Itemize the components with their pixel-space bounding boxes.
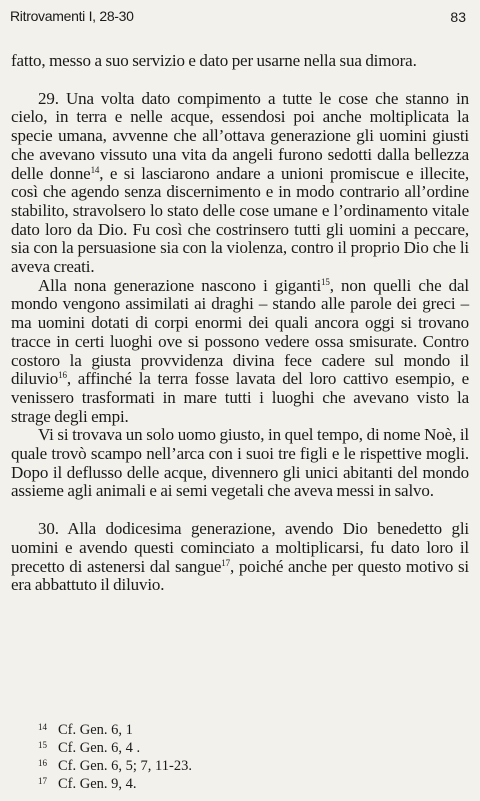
footnote-number: 17: [38, 776, 47, 786]
footnote: [38, 722, 458, 740]
footnote-ref-17[interactable]: 17: [221, 557, 230, 568]
footnote-ref-15[interactable]: 15: [321, 276, 330, 287]
page-header: [0, 0, 480, 34]
running-head: Ritrovamenti I, 28-30: [10, 8, 134, 24]
footnote: [38, 758, 458, 776]
body-text: [11, 52, 469, 595]
footnotes: [38, 722, 458, 794]
footnote-text: Cf. Gen. 6, 1: [58, 722, 133, 738]
footnote-number: 14: [38, 722, 47, 732]
footnote-text: Cf. Gen. 6, 5; 7, 11-23.: [58, 758, 192, 774]
footnote-text: Cf. Gen. 9, 4.: [58, 776, 137, 792]
footnote-number: 16: [38, 758, 47, 768]
footnote-ref-14[interactable]: 14: [90, 164, 100, 175]
footnote-text: Cf. Gen. 6, 4 .: [58, 740, 141, 756]
paragraph-giants: Alla nona generazione nascono i giganti$^{15}$, non quelli che dal mondo vengono assimilati ai draghi – stando alle parole dei greci – ma uomini dotati di corpi enormi dei quali ancora oggi si trovano tracce in certi luoghi ove si possono vedere ossa smisurate. Contro costoro la giusta provvidenza divina fece cadere sul mondo il diluvio$^{16}$, affinché la terra fosse lavata del loro cattivo esempio, e venissero trasformati in mare tutti i luoghi che avevano visto la strage degli empi.: [11, 275, 469, 426]
paragraph-noah: Vi si trovava un solo uomo giusto, in quel tempo, di nome Noè, il quale trovò scampo nell’arca con i suoi tre figli e le rispettive mogli. Dopo il deflusso delle acque, divennero gli unici abitanti del mondo assieme agli animali e ai semi vegetali che aveva messi in salvo.: [11, 425, 469, 501]
paragraph-30: 30. Alla dodicesima generazione, avendo Dio benedetto gli uomini e avendo questi cominciato a moltiplicarsi, fu dato loro il precetto di astenersi dal sangue$^{17}$, poiché anche per questo motivo si era abbattuto il diluvio.: [11, 519, 469, 595]
page-number: 83: [450, 9, 466, 25]
footnote-ref-16[interactable]: 16: [58, 370, 67, 381]
paragraph-29: 29. Una volta dato compimento a tutte le cose che stanno in cielo, in terra e nelle acque, essendosi poi anche moltiplicata la specie umana, avvenne che all’ottava generazione gli uomini giusti che avevano vissuto una vita da angeli furono sedotti dalla bellezza delle donne$^{14}$, e si lasciarono andare a unioni promiscue e illecite, così che agendo senza discernimento e in modo contrario all’ordine stabilito, stravolsero lo stato delle cose umane e l’ordinamento vitale dato loro da Dio. Fu così che costrinsero tutti gli uomini a peccare, sia con la persuasione sia con la violenza, contro il proprio Dio che li aveva creati.: [11, 88, 469, 277]
paragraph-continuation: fatto, messo a suo servizio e dato per usarne nella sua dimora.: [11, 51, 417, 70]
footnote-number: 15: [38, 740, 47, 750]
footnote: [38, 776, 458, 794]
footnote: [38, 740, 458, 758]
